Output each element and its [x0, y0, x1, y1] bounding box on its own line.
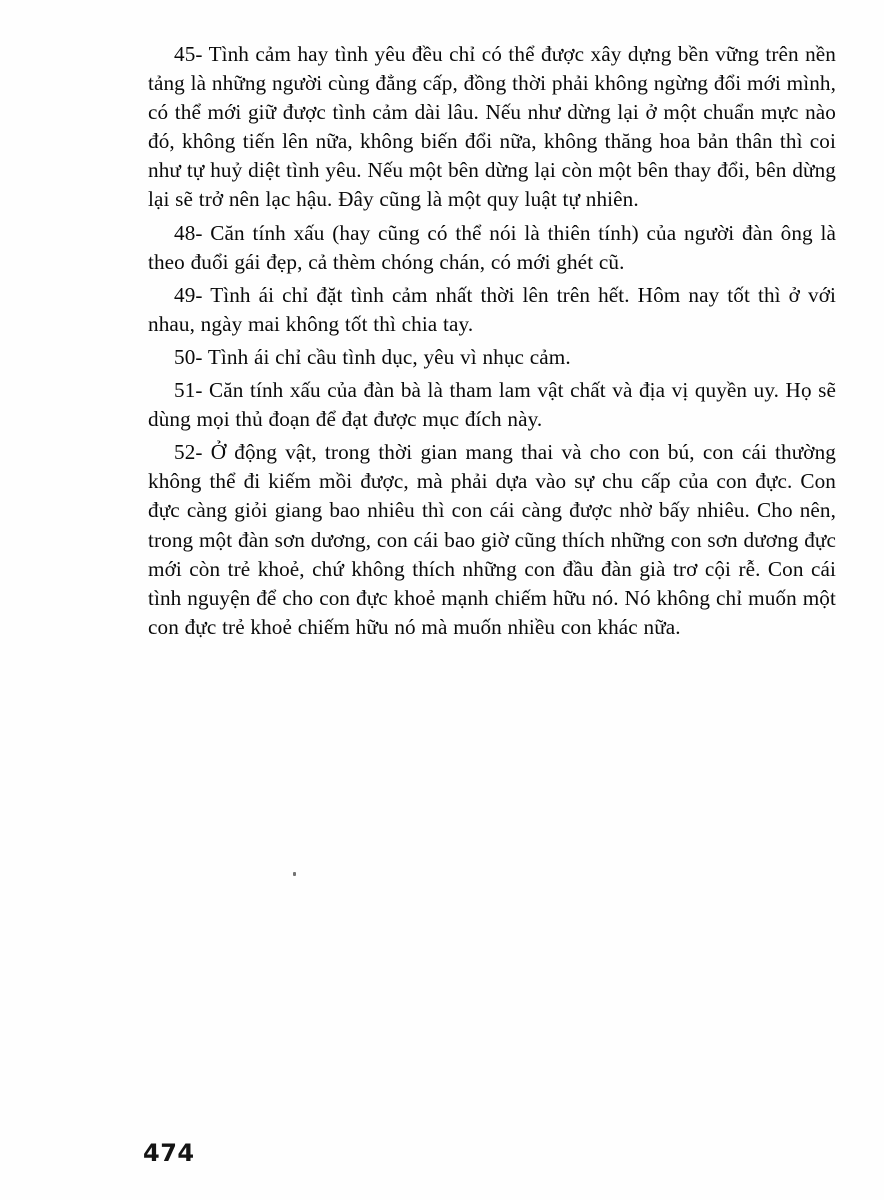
paragraph-49: 49- Tình ái chỉ đặt tình cảm nhất thời lên trên hết. Hôm nay tốt thì ở với nhau, ngày mai không tốt thì chia tay. [148, 282, 836, 336]
paragraph-52: 52- Ở động vật, trong thời gian mang thai và cho con bú, con cái thường không thể đi kiếm mồi được, mà phải dựa vào sự chu cấp của con đực. Con đực càng giỏi giang bao nhiêu thì con cái càng được nhờ bấy nhiêu. Cho nên, trong một đàn sơn dương, con cái bao giờ cũng thích những con sơn dương đực mới còn trẻ khoẻ, chứ không thích những con đầu đàn già trơ cội rễ. Con cái tình nguyện để cho con đực khoẻ mạnh chiếm hữu nó. Nó không chỉ muốn một con đực trẻ khoẻ chiếm hữu nó mà muốn nhiều con khác nữa. [148, 440, 836, 639]
body-text-column [148, 40, 836, 642]
paragraph-50: 50- Tình ái chỉ cầu tình dục, yêu vì nhục cảm. [174, 344, 571, 369]
paragraph-45: 45- Tình cảm hay tình yêu đều chỉ có thể được xây dựng bền vững trên nền tảng là những người cùng đẳng cấp, đồng thời phải không ngừng đổi mới mình, có thể mới giữ được tình cảm dài lâu. Nếu như dừng lại ở một chuẩn mực nào đó, không tiến lên nữa, không biến đổi nữa, không thăng hoa bản thân thì coi như tự huỷ diệt tình yêu. Nếu một bên dừng lại còn một bên thay đổi, bên dừng lại sẽ trở nên lạc hậu. Đây cũng là một quy luật tự nhiên. [148, 42, 836, 212]
paragraph-48: 48- Căn tính xấu (hay cũng có thể nói là thiên tính) của người đàn ông là theo đuổi gái đẹp, cả thèm chóng chán, có mới ghét cũ. [148, 220, 836, 274]
scan-artifact-speck [293, 872, 296, 876]
paragraph-51: 51- Căn tính xấu của đàn bà là tham lam vật chất và địa vị quyền uy. Họ sẽ dùng mọi thủ đoạn để đạt được mục đích này. [148, 378, 836, 432]
page-number: 474 [143, 1139, 195, 1167]
